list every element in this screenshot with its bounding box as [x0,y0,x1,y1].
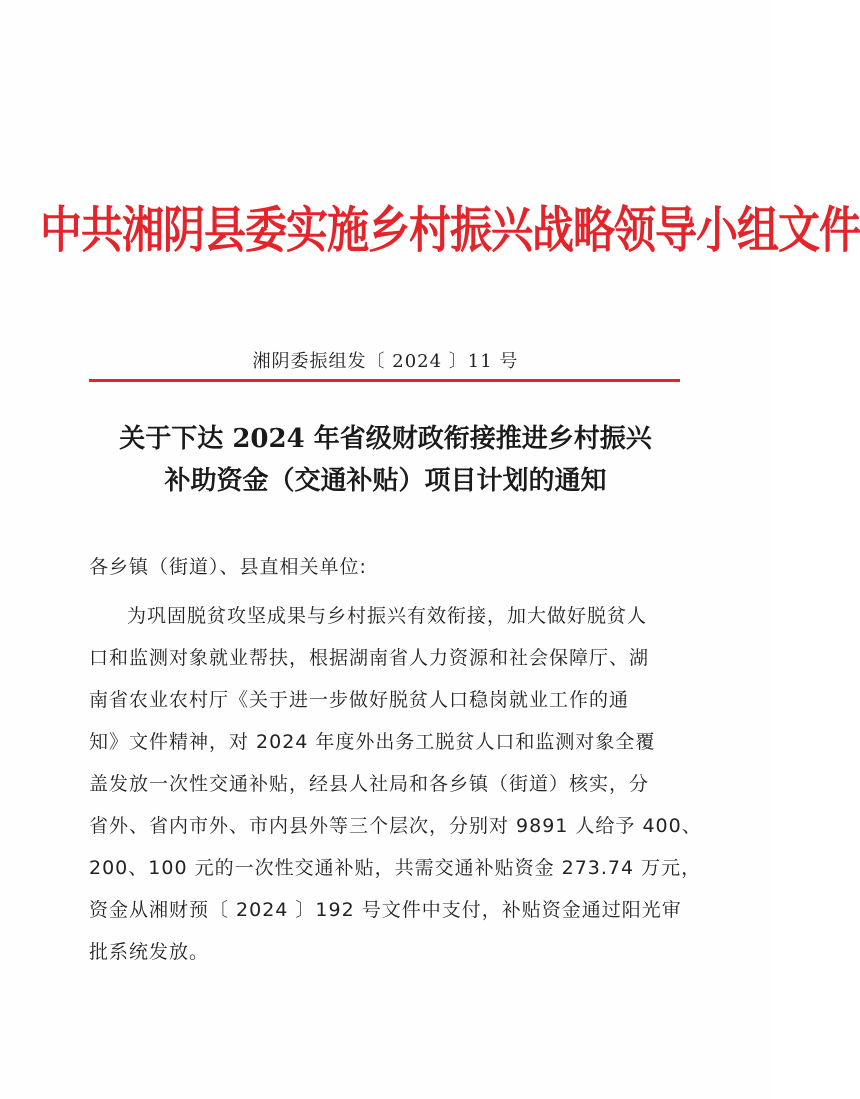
salutation: 各乡镇（街道）、县直相关单位: [89,556,367,578]
red-divider-rule [89,379,680,382]
title-line-2: 补助资金（交通补贴）项目计划的通知 [164,466,607,496]
issuing-organization-header: 中共湘阴县委实施乡村振兴战略领导小组文件 [40,200,860,259]
body-line: 南省农业农村厅《关于进一步做好脱贫人口稳岗就业工作的通 [89,689,630,711]
body-line: 200、100 元的一次性交通补贴，共需交通补贴资金 273.74 万元， [89,857,702,879]
body-line: 批系统发放。 [89,941,210,963]
document-title [60,418,711,502]
body-paragraph [89,595,702,973]
body-line: 盖发放一次性交通补贴，经县人社局和各乡镇（街道）核实，分 [89,773,650,795]
body-line: 知》文件精神，对 2024 年度外出务工脱贫人口和监测对象全覆 [89,731,656,753]
body-line: 为巩固脱贫攻坚成果与乡村振兴有效衔接，加大做好脱贫人 [127,605,648,627]
body-line: 口和监测对象就业帮扶，根据湖南省人力资源和社会保障厅、湖 [89,647,650,669]
body-line: 资金从湘财预〔 2024 〕192 号文件中支付，补贴资金通过阳光审 [89,899,682,921]
document-number: 湘阴委振组发〔 2024 〕11 号 [252,351,519,372]
body-line: 省外、省内市外、市内县外等三个层次，分别对 9891 人给予 400、 [89,815,702,837]
title-line-1: 关于下达 2024 年省级财政衔接推进乡村振兴 [119,424,652,454]
